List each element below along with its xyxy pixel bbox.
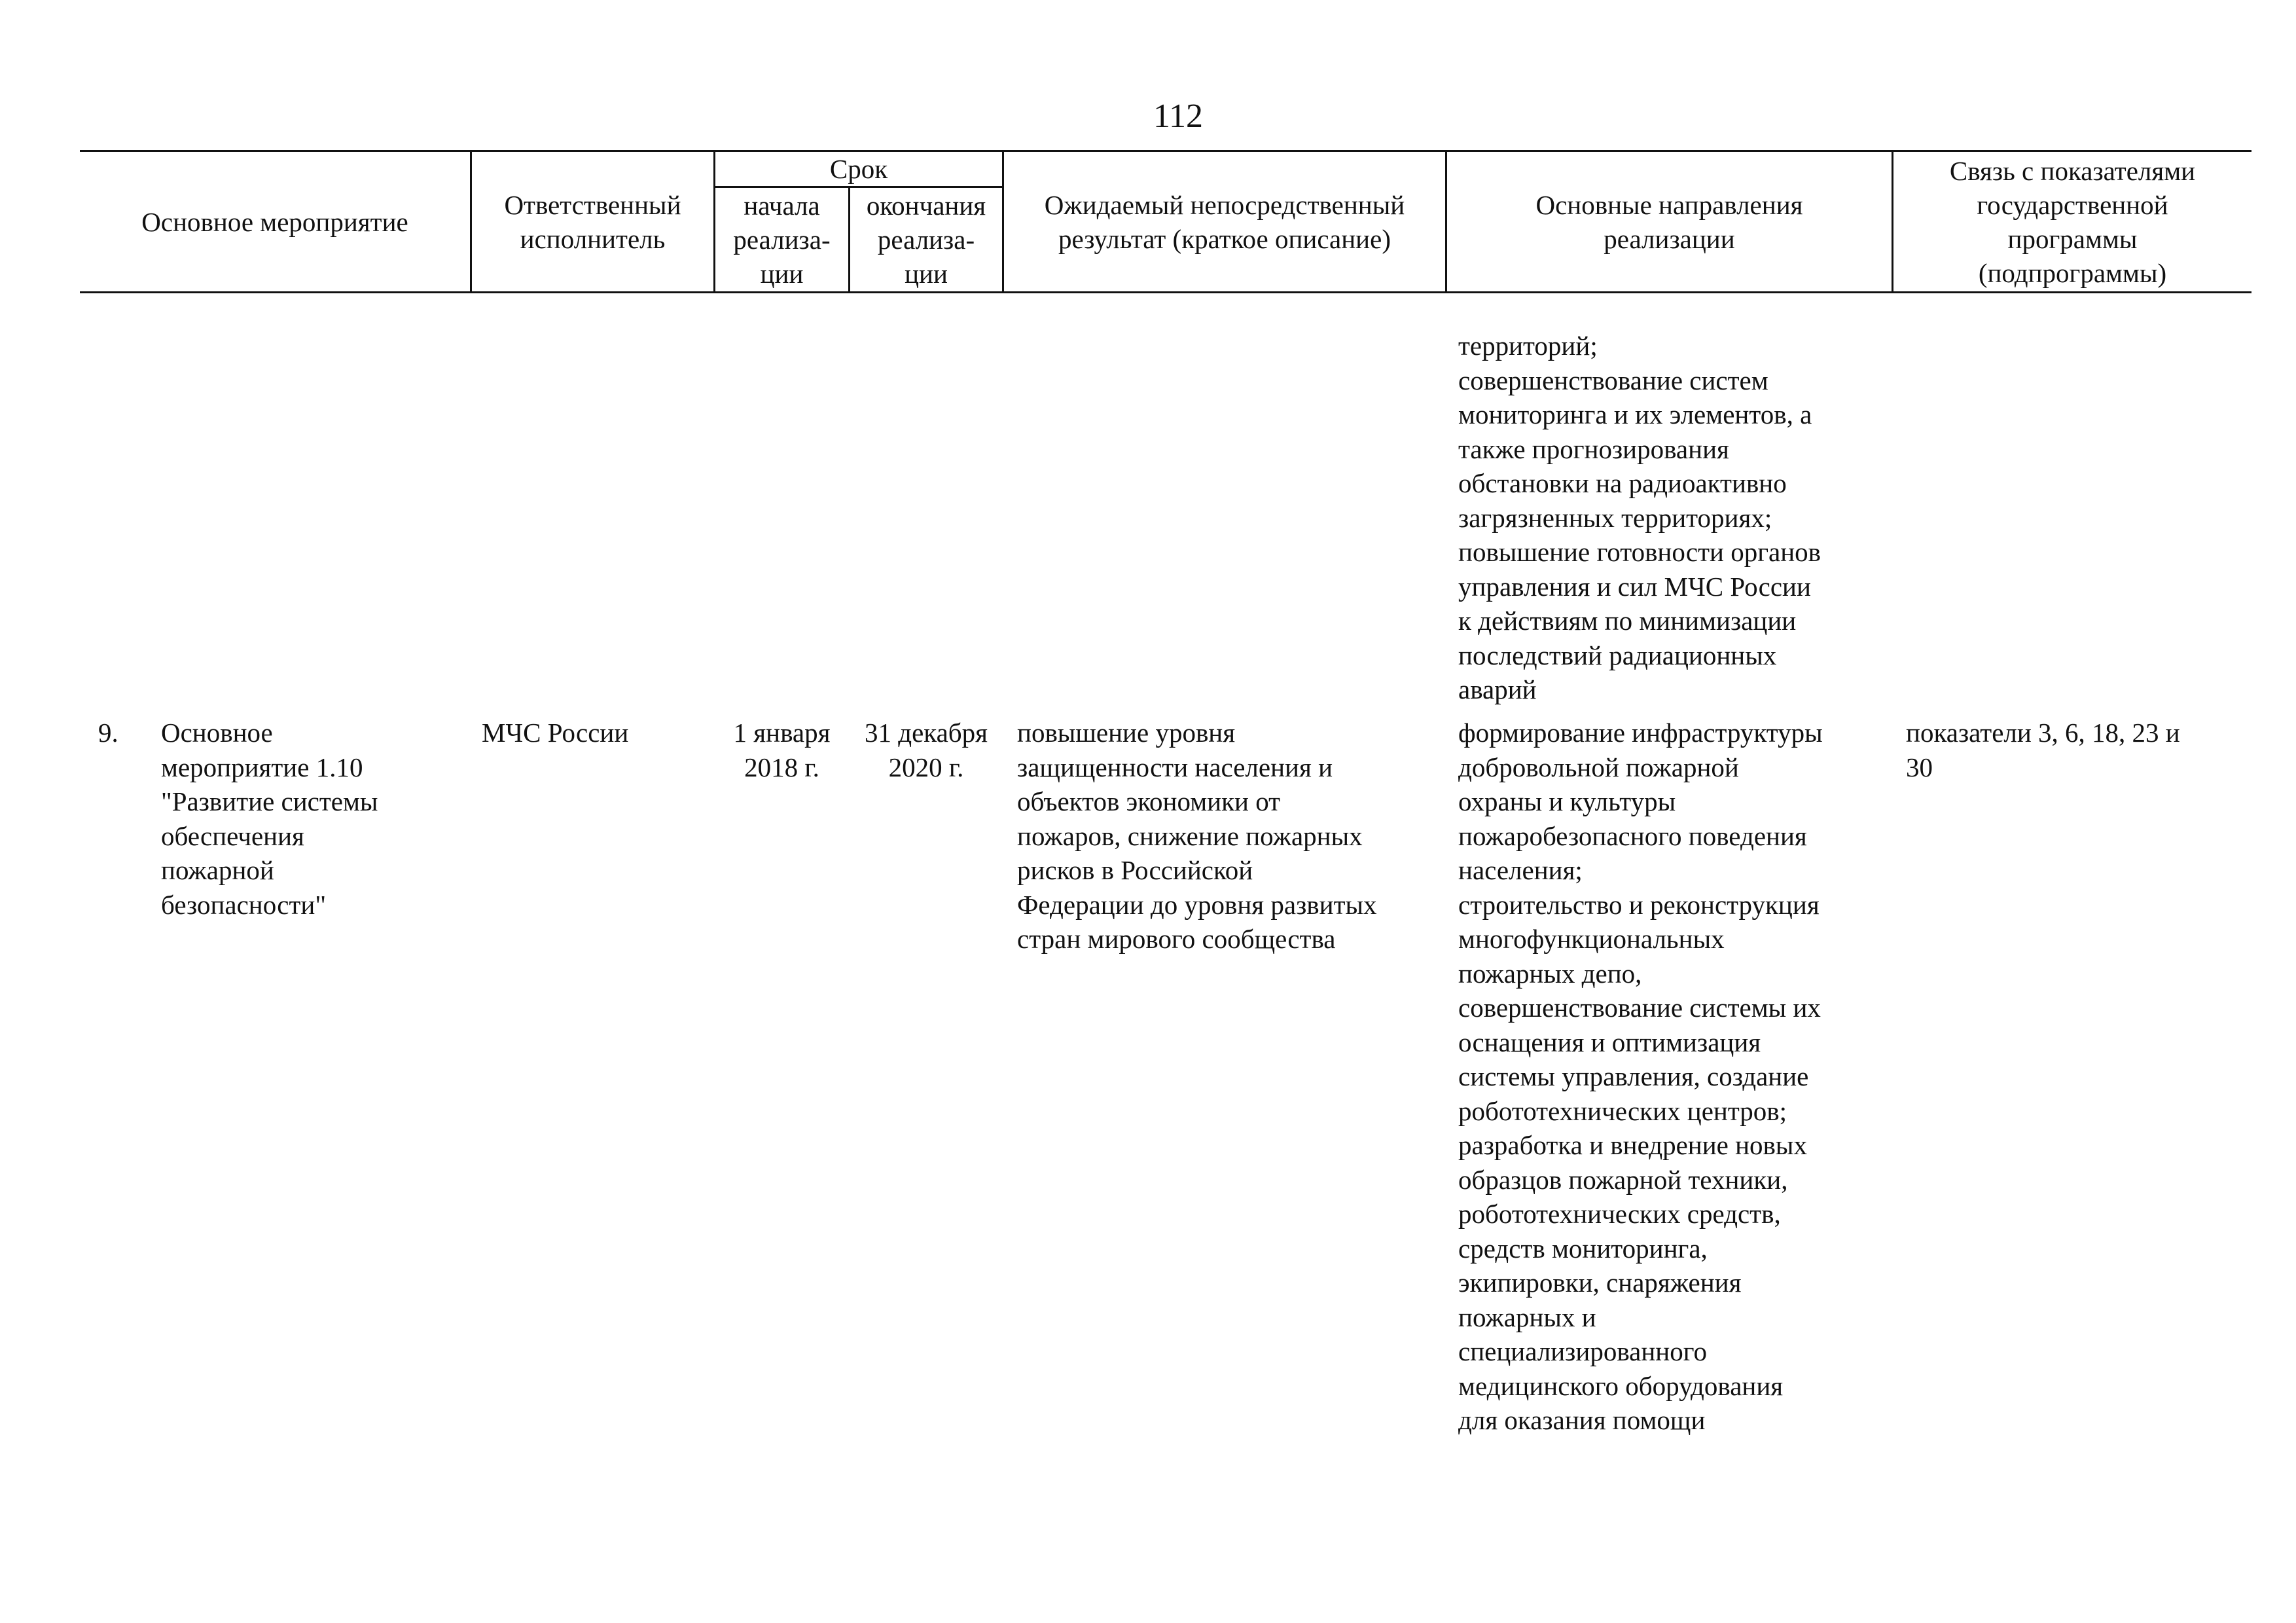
row-result: повышение уровня защищенности населения и объектов экономики от пожаров, снижение пожарных рисков в Российской Федерации до уровня развитых стран мирового сообщества xyxy=(1017,718,1377,954)
row-indicators: показатели 3, 6, 18, 23 и 30 xyxy=(1906,718,2180,782)
row-number: 9. xyxy=(98,718,118,748)
row-directions: формирование инфраструктуры добровольной пожарной охраны и культуры пожаробезопасного поведения населения; строительство и реконструкция многофункциональных пожарных депо, совершенствование системы их оснащения и оптимизация системы управления, создание робототехнических центров; разработка и внедрение новых образцов пожарной техники, робототехнических средств, средств мониторинга, экипировки, снаряжения пожарных и специализированного медицинского оборудования для оказания помощи xyxy=(1458,718,1823,1435)
header-term: Срок xyxy=(829,154,888,184)
header-end: окончания реализа- ции xyxy=(866,191,986,289)
header-bottom-rule xyxy=(80,291,2251,293)
header-result: Ожидаемый непосредственный результат (краткое описание) xyxy=(1044,189,1405,254)
header-measure: Основное мероприятие xyxy=(141,206,408,237)
row-start: 1 января 2018 г. xyxy=(733,718,831,782)
continuation-directions: территорий; совершенствование систем мониторинга и их элементов, а также прогнозирования обстановки на радиоактивно загрязненных территориях; повышение готовности органов управления и сил МЧС России к действиям по минимизации последствий радиационных аварий xyxy=(1458,331,1821,704)
header-directions: Основные направления реализации xyxy=(1535,189,1803,254)
header-start: начала реализа- ции xyxy=(733,191,831,289)
header-indicators: Связь с показателями государственной программы (подпрограммы) xyxy=(1949,155,2196,288)
header-executor: Ответственный исполнитель xyxy=(504,189,681,254)
row-end: 31 декабря 2020 г. xyxy=(864,718,988,782)
row-executor: МЧС России xyxy=(482,718,629,748)
page-number: 112 xyxy=(1153,98,1204,135)
row-measure: Основное мероприятие 1.10 "Развитие системы обеспечения пожарной безопасности" xyxy=(161,718,378,920)
